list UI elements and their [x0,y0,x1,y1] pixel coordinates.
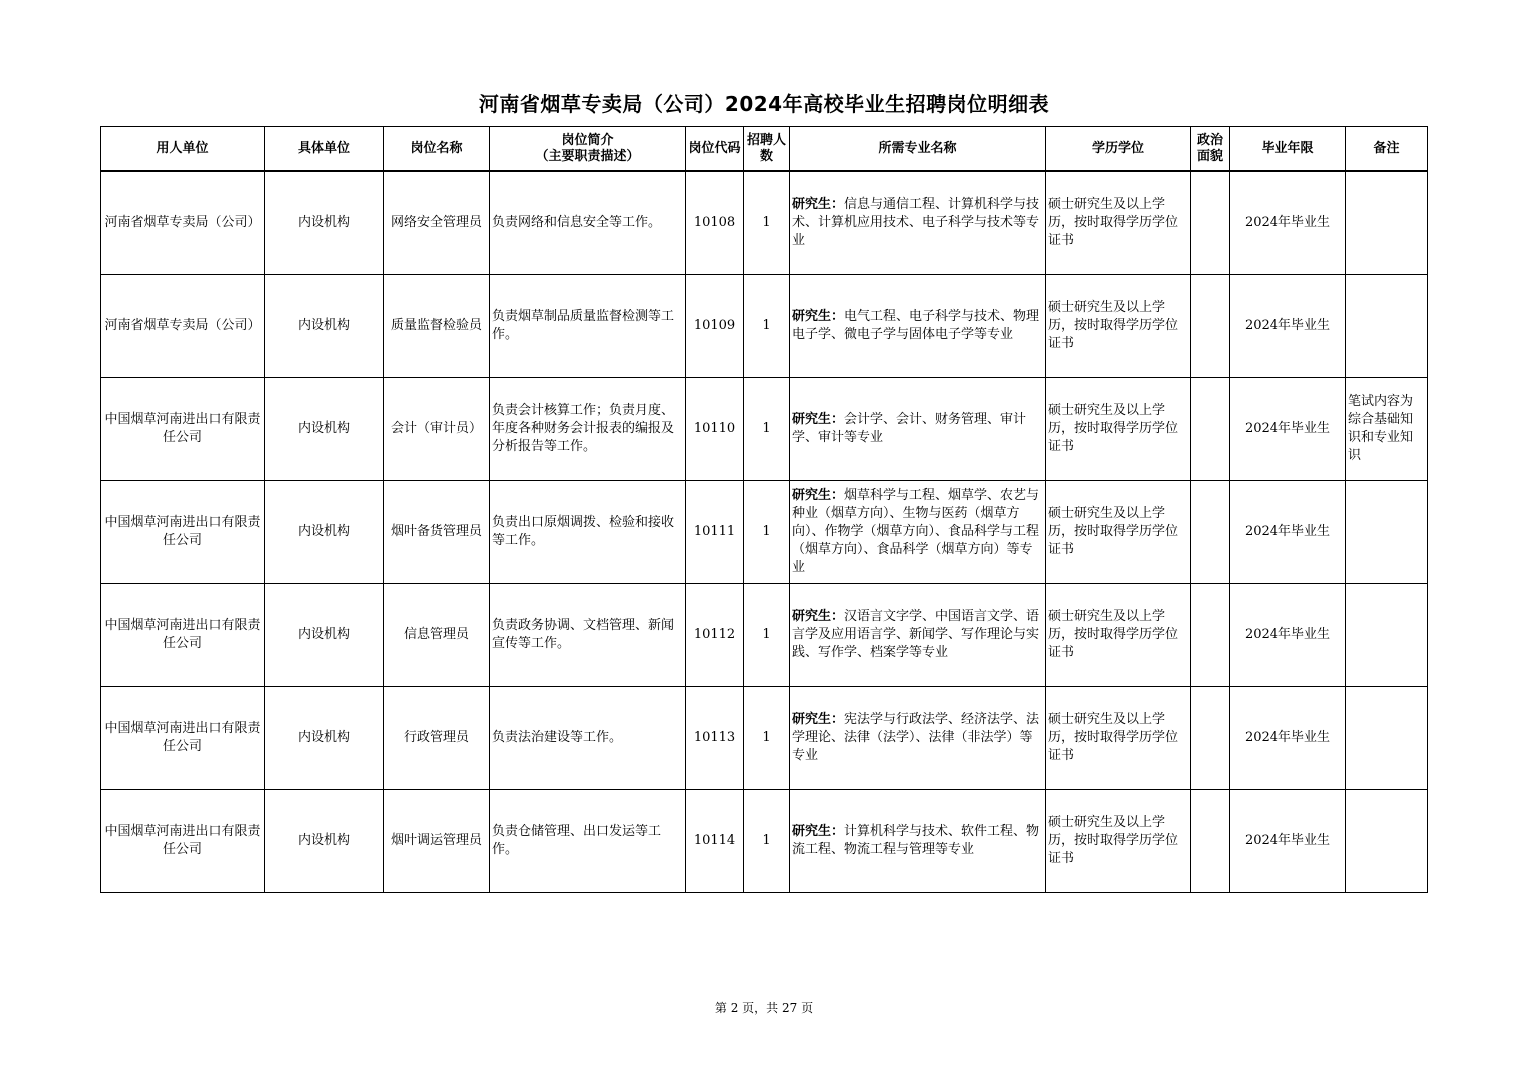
cell-code: 10108 [686,171,744,275]
cell-code: 10113 [686,687,744,790]
header-graduation: 毕业年限 [1230,127,1346,172]
cell-employer: 中国烟草河南进出口有限责任公司 [101,481,265,584]
cell-notes [1346,171,1428,275]
cell-political [1191,790,1230,893]
header-description-line2: （主要职责描述） [535,148,640,164]
page-number: 第 2 页，共 27 页 [714,1001,814,1015]
majors-level-label: 研究生： [792,197,845,212]
cell-majors [790,481,1046,584]
cell-graduation: 2024年毕业生 [1230,378,1346,481]
cell-majors [790,584,1046,687]
cell-code: 10112 [686,584,744,687]
cell-post: 网络安全管理员 [384,171,490,275]
header-degree: 学历学位 [1046,127,1191,172]
cell-degree: 硕士研究生及以上学历，按时取得学历学位证书 [1046,790,1191,893]
header-post: 岗位名称 [384,127,490,172]
cell-unit: 内设机构 [265,790,384,893]
cell-notes [1346,790,1428,893]
cell-notes [1346,687,1428,790]
cell-description: 负责会计核算工作；负责月度、年度各种财务会计报表的编报及分析报告等工作。 [490,378,686,481]
cell-unit: 内设机构 [265,171,384,275]
majors-list: 宪法学与行政法学、经济法学、法学理论、法律（法学）、法律（非法学）等专业 [792,712,1040,763]
cell-post: 烟叶备货管理员 [384,481,490,584]
header-notes: 备注 [1346,127,1428,172]
table-row [101,378,1428,481]
table-row [101,687,1428,790]
cell-count: 1 [744,481,790,584]
cell-code: 10111 [686,481,744,584]
cell-notes [1346,481,1428,584]
majors-list: 会计学、会计、财务管理、审计学、审计等专业 [792,412,1027,445]
majors-list: 信息与通信工程、计算机科学与技术、计算机应用技术、电子科学与技术等专业 [792,197,1040,248]
header-employer: 用人单位 [101,127,265,172]
cell-political [1191,584,1230,687]
cell-graduation: 2024年毕业生 [1230,275,1346,378]
recruitment-table [100,126,1428,893]
header-description [490,127,686,172]
cell-degree: 硕士研究生及以上学历，按时取得学历学位证书 [1046,275,1191,378]
majors-list: 电气工程、电子科学与技术、物理电子学、微电子学与固体电子学等专业 [792,309,1040,342]
cell-notes [1346,275,1428,378]
cell-majors [790,275,1046,378]
cell-description: 负责网络和信息安全等工作。 [490,171,686,275]
majors-list: 汉语言文字学、中国语言文学、语言学及应用语言学、新闻学、写作理论与实践、写作学、档案学等专业 [792,609,1040,660]
majors-level-label: 研究生： [792,824,845,839]
cell-count: 1 [744,275,790,378]
cell-count: 1 [744,584,790,687]
table-header-row [101,127,1428,172]
header-code: 岗位代码 [686,127,744,172]
cell-notes [1346,584,1428,687]
cell-political [1191,481,1230,584]
cell-code: 10110 [686,378,744,481]
table-row [101,481,1428,584]
table-row [101,275,1428,378]
cell-political [1191,378,1230,481]
cell-degree: 硕士研究生及以上学历，按时取得学历学位证书 [1046,378,1191,481]
cell-majors [790,171,1046,275]
majors-level-label: 研究生： [792,309,845,324]
header-count: 招聘人数 [744,127,790,172]
cell-graduation: 2024年毕业生 [1230,584,1346,687]
cell-post: 质量监督检验员 [384,275,490,378]
cell-employer: 中国烟草河南进出口有限责任公司 [101,584,265,687]
cell-employer: 中国烟草河南进出口有限责任公司 [101,687,265,790]
header-description-line1: 岗位简介 [561,132,614,148]
cell-graduation: 2024年毕业生 [1230,171,1346,275]
cell-employer: 河南省烟草专卖局（公司） [101,171,265,275]
majors-level-label: 研究生： [792,488,845,503]
cell-majors [790,378,1046,481]
table-row [101,790,1428,893]
cell-description: 负责烟草制品质量监督检测等工作。 [490,275,686,378]
cell-count: 1 [744,687,790,790]
cell-degree: 硕士研究生及以上学历，按时取得学历学位证书 [1046,171,1191,275]
cell-count: 1 [744,790,790,893]
page-title: 河南省烟草专卖局（公司）2024年高校毕业生招聘岗位明细表 [478,92,1050,116]
table-row [101,171,1428,275]
cell-majors [790,687,1046,790]
cell-majors [790,790,1046,893]
majors-level-label: 研究生： [792,609,845,624]
cell-employer: 中国烟草河南进出口有限责任公司 [101,378,265,481]
cell-post: 信息管理员 [384,584,490,687]
cell-degree: 硕士研究生及以上学历，按时取得学历学位证书 [1046,687,1191,790]
cell-count: 1 [744,378,790,481]
cell-description: 负责政务协调、文档管理、新闻宣传等工作。 [490,584,686,687]
cell-post: 烟叶调运管理员 [384,790,490,893]
cell-degree: 硕士研究生及以上学历，按时取得学历学位证书 [1046,481,1191,584]
cell-unit: 内设机构 [265,687,384,790]
cell-unit: 内设机构 [265,275,384,378]
majors-list: 计算机科学与技术、软件工程、物流工程、物流工程与管理等专业 [792,824,1040,857]
majors-level-label: 研究生： [792,712,845,727]
header-political: 政治面貌 [1191,127,1230,172]
cell-count: 1 [744,171,790,275]
cell-graduation: 2024年毕业生 [1230,687,1346,790]
cell-description: 负责法治建设等工作。 [490,687,686,790]
cell-description: 负责出口原烟调拨、检验和接收等工作。 [490,481,686,584]
cell-degree: 硕士研究生及以上学历，按时取得学历学位证书 [1046,584,1191,687]
header-majors: 所需专业名称 [790,127,1046,172]
cell-code: 10109 [686,275,744,378]
cell-unit: 内设机构 [265,481,384,584]
cell-post: 会计（审计员） [384,378,490,481]
cell-unit: 内设机构 [265,584,384,687]
cell-employer: 河南省烟草专卖局（公司） [101,275,265,378]
majors-list: 烟草科学与工程、烟草学、农艺与种业（烟草方向）、生物与医药（烟草方向）、作物学（烟草方向）、食品科学与工程（烟草方向）、食品科学（烟草方向）等专业 [792,488,1040,575]
cell-political [1191,687,1230,790]
cell-political [1191,171,1230,275]
cell-graduation: 2024年毕业生 [1230,481,1346,584]
cell-political [1191,275,1230,378]
majors-level-label: 研究生： [792,412,845,427]
cell-description: 负责仓储管理、出口发运等工作。 [490,790,686,893]
cell-post: 行政管理员 [384,687,490,790]
table-row [101,584,1428,687]
header-unit: 具体单位 [265,127,384,172]
cell-notes: 笔试内容为综合基础知识和专业知识 [1346,378,1428,481]
cell-employer: 中国烟草河南进出口有限责任公司 [101,790,265,893]
cell-graduation: 2024年毕业生 [1230,790,1346,893]
cell-unit: 内设机构 [265,378,384,481]
cell-code: 10114 [686,790,744,893]
